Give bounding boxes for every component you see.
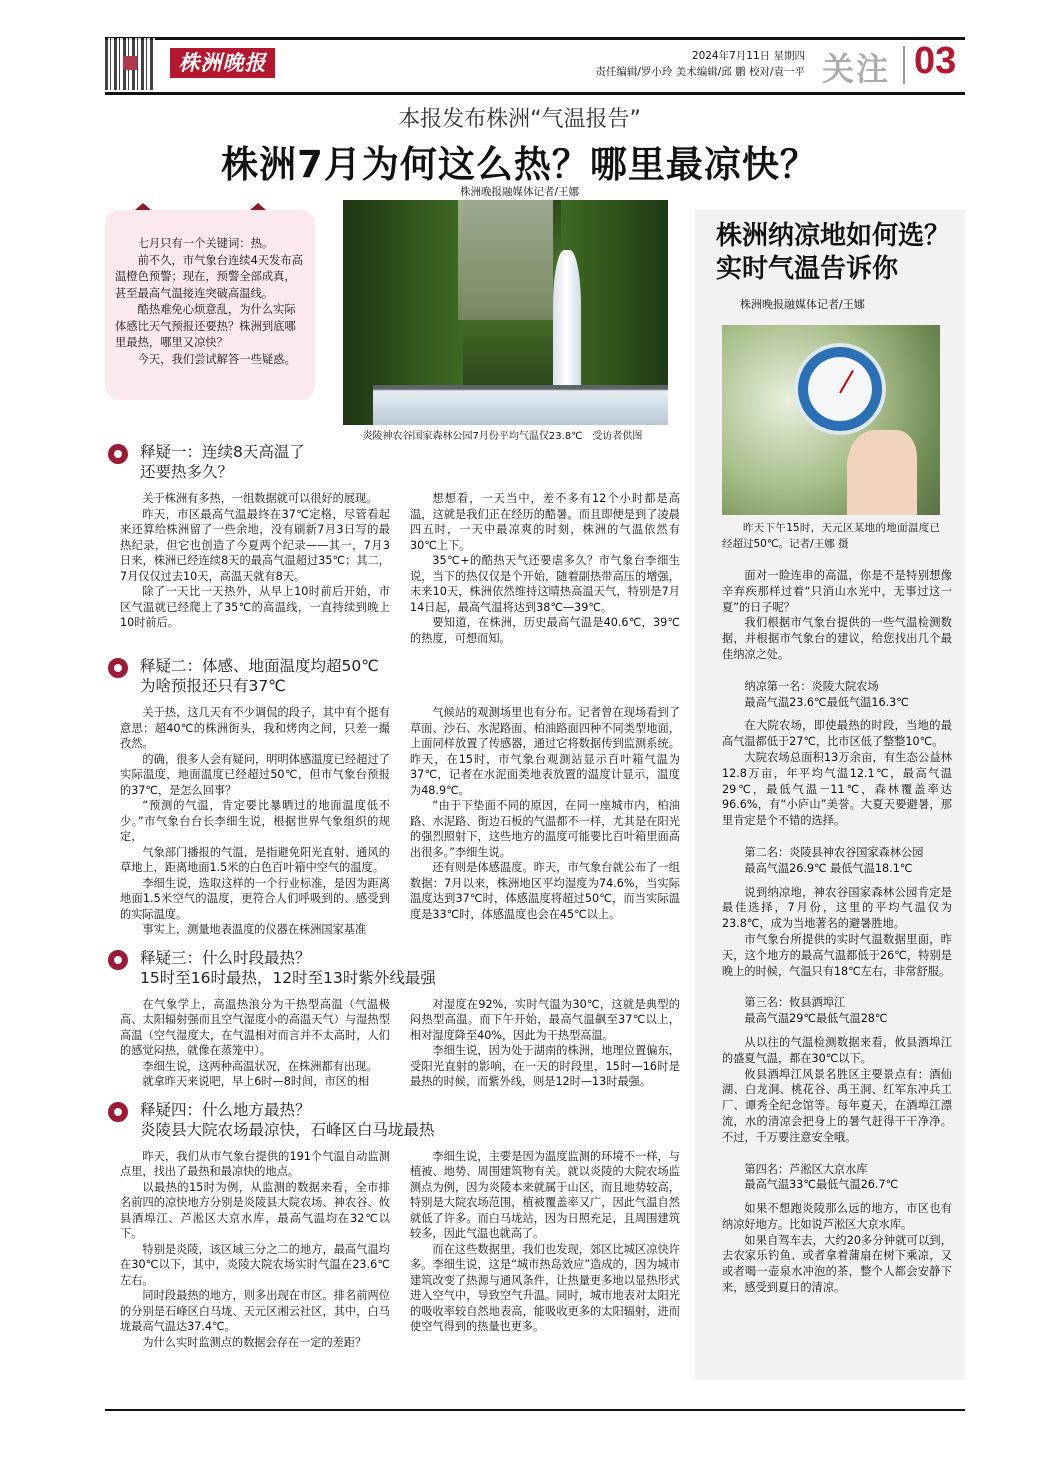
sidebar-photo-caption: 昨天下午15时，天元区某地的地面温度已经超过50℃。记者/王娜 摄 [722,522,940,550]
column [410,1149,680,1351]
paragraph: 除了一天比一天热外，从早上10时前后开始，市区气温就已经爬上了35℃的高温线，一直持续到晚上10时前后。 [120,585,390,629]
page-number: 03 [914,40,957,82]
spot-body [722,885,952,980]
paragraph: 同时段最热的地方，则多出现在市区。排名前两位的分别是石峰区白马垅、天元区湘云社区，其中，白马垅最高气温达37.4℃。 [120,1289,390,1333]
section-heading [108,948,680,988]
intro-tab-marker [250,203,266,210]
paragraph: 35℃+的酷热天气还要虐多久？市气象台李细生说，当下的热仅仅是个开始，随着副热带高压的增强，未来10天，株洲依然维持这晴热高温天气，特别是7月14日起，最高气温将达到38℃—39℃。 [410,554,680,614]
paragraph: 市气象台所提供的实时气温数据里面，昨天，这个地方的最高气温都低于26℃，特别是晚上的时候，气温只有18℃左右，非常舒服。 [722,932,952,978]
paragraph: 面对一睑连串的高温，你是不是特别想像辛弃疾那样过着“只消山水光中，无事过这一夏”的日子呢？ [722,569,952,614]
column [120,491,390,646]
thermometer-photo [722,325,940,515]
column [120,1149,390,1351]
column [120,997,390,1090]
paragraph: 如果自驾车去，大约20多分钟就可以到，去农家乐钓鱼、或者拿着蒲扇在树下乘凉，又或者喝一壶泉水冲泡的茶，整个人都会安静下来，感受到夏日的清凉。 [722,1233,952,1295]
ring-bullet-icon [108,950,128,970]
paragraph: 昨天，市区最高气温最终在37℃定格，尽管看起来还算给株洲留了一些余地，没有刷新7月3日写的最热纪录，但它也创造了今夏两个纪录——其一，7月3日来，株洲已经连续8天的最高气温超过35℃；其二，7月仅仅过去10天，高温天就有8天。 [120,507,390,583]
hygrometer-dial-icon [794,343,886,435]
spot-rank: 第四名：芦淞区大京水库 [744,1162,868,1176]
intro-tab-marker [135,203,151,210]
paragraph: 昨天，我们从市气象台提供的191个气温自动监测点里，找出了最热和最凉快的地点。 [120,1149,390,1178]
spot-rank: 第三名：攸县酒埠江 [744,996,846,1010]
paragraph: 要知道，在株洲，历史最高气温是40.6℃，39℃的热度，可想而知。 [410,616,680,645]
paragraph: 对湿度在92%，实时气温为30℃，这就是典型的闷热型高温。而下午开始，最高气温飙至37℃以上，相对湿度降至40%，因此为干热型高温。 [410,997,680,1042]
spot-body [722,1201,952,1296]
ring-bullet-icon [108,1102,128,1122]
ring-bullet-icon [108,444,128,464]
sidebar-lead [722,568,952,663]
heading-line: 15时至16时最热，12时至13时紫外线最强 [140,968,436,987]
paragraph: 气象部门播报的气温，是指避免阳光直射、通风的草地上，距离地面1.5米的白色百叶箱中空气的温度。 [120,845,390,874]
spot-temps: 最高气温26.9℃ 最低气温18.1℃ [744,861,913,875]
bottom-rule [105,1409,965,1411]
sidebar-byline: 株洲晚报融媒体记者/王娜 [740,298,865,311]
spot-1 [722,679,952,829]
paragraph: 以最热的15时为例，从监测的数据来看，全市排名前四的凉快地方分别是炎陵县大院农场、神农谷、攸县酒埠江、芦淞区大京水库，最高气温均在32℃以下。 [120,1180,390,1240]
newspaper-logo: 株洲晚报 [170,48,275,78]
spot-rank: 纳凉第一名：炎陵大院农场 [744,679,879,693]
waterfall-photo [343,200,668,425]
spot-temps: 最高气温29℃最低气温28℃ [744,1012,888,1026]
spot-body [722,1035,952,1146]
paragraph: 李细生说，这两种高温状况，在株洲都有出现。 [142,1059,378,1073]
section-2 [108,656,680,938]
heading-line: 释疑三：什么时段最热？ [140,948,311,967]
column [410,705,680,938]
sidebar-body [722,568,952,1296]
paragraph: 说到纳凉地，神农谷国家森林公园肯定是最佳选择，7月份，这里的平均气温仅为23.8℃，成为当地著名的避暑胜地。 [722,885,952,931]
photo-caption: 炎陵神农谷国家森林公园7月份平均气温仅23.8℃ 受访者供图 [362,431,643,442]
ring-bullet-icon [108,658,128,678]
spot-rank: 第二名：炎陵县神农谷国家森林公园 [744,845,924,859]
spot-body [722,718,952,829]
paragraph: 特别是炎陵，该区域三分之二的地方，最高气温均在30℃以下，其中，炎陵大院农场实时气温在23.6℃左右。 [120,1242,390,1287]
title-line: 实时气温告诉你 [716,254,899,284]
heading-line: 炎陵县大院农场最凉快，石峰区白马垅最热 [140,1120,435,1139]
section-1 [108,442,680,646]
heading-line: 还要热多久？ [140,463,234,481]
section-3 [108,948,680,1090]
paragraph: 李细生说，因为处于湖南的株洲，地理位置偏东，受阳光直射的影响，在一天的时段里，15时—16时是最热的时候，而紫外线，则是12时—13时最强。 [410,1044,680,1088]
title-line: 株洲纳凉地如何选？ [716,221,951,251]
byline: 株洲晚报融媒体记者/王娜 [459,186,580,198]
section-name: 关注 [822,50,891,88]
paragraph: 攸县酒埠江风景名胜区主要景点有：酒仙湖、白龙洞、桃花谷、禹王洞、红军东冲兵工厂、谭秀全纪念馆等。每年夏天，在酒埠江漂流，水的清凉会把身上的暑气赶得干干净净。不过，千万要注意安全哦。 [722,1067,952,1144]
spot-temps: 最高气温33℃最低气温26.7℃ [744,1178,899,1192]
paragraph: 从以往的气温检测数据来看，攸县酒埠江的盛夏气温，都在30℃以下。 [722,1035,952,1065]
column [410,997,680,1090]
paragraph: 在大院农场，即使最热的时段，当地的最高气温都低于27℃，比市区低了整整10℃。 [722,719,952,749]
paragraph: 前不久，市气象台连续4天发布高温橙色预警；现在，预警全部成真，甚至最高气温接连突破高温线。 [115,253,303,300]
spot-3 [722,995,952,1145]
kicker: 本报发布株洲“气温报告” [398,107,641,132]
section-heading [108,656,680,696]
column [410,491,680,646]
paragraph: 的确，很多人会有疑问，明明体感温度已经超过了实际温度，地面温度已经超过50℃，但市气象台预报的37℃，是怎么回事？ [120,752,390,797]
paragraph: 气候站的观测场里也有分布。记者曾在现场看到了草面、沙石、水泥路面、柏油路面四种不同类型地面，上面同样放置了传感器，通过它将数据传到监测系统。昨天，在15时，市气象台观测站显示百叶箱气温为37℃，记者在水泥面类地表放置的温度计显示，温度为48.9℃。 [410,706,680,797]
paragraph: 事实上，测量地表温度的仪器在株洲国家基准 [142,923,367,936]
section-heading [108,442,680,482]
hand [847,430,917,515]
paragraph: 李细生说，选取这样的一个行业标准，是因为距离地面1.5米空气的温度，更符合人们呼吸到的、感受到的实际温度。 [120,876,390,921]
section-heading [108,1100,680,1140]
column [120,705,390,938]
sidebar-title [716,220,956,286]
editor-credits: 责任编辑/罗小玲 美术编辑/邱 鹏 校对/袁一平 [595,66,805,78]
paragraph: “预测的气温，肯定要比暴晒过的地面温度低不少。”市气象台台长李细生说，根据世界气象组织的规定， [120,799,390,843]
paragraph: 还有则是体感温度。昨天，市气象台就公布了一组数据：7月以来，株洲地区平均湿度为74.6%，当实际温度达到37℃时，体感温度将超过50℃，而当实际温度是33℃时，体感温度也会在45℃以上。 [410,861,680,921]
intro-box [105,210,315,400]
divider [903,46,905,84]
heading-line: 为啥预报还只有37℃ [140,677,286,695]
heading-line: 释疑四：什么地方最热？ [140,1100,311,1119]
paragraph: 为什么实时监测点的数据会存在一定的差距？ [142,1335,367,1349]
paragraph: 而在这些数据里，我们也发现，郊区比城区凉快许多。李细生说，这是“城市热岛效应”造成的，因为城市建筑改变了热源与通风条件，让热量更多地以显热形式进入空气中，导致空气升温。同时，城市地表对太阳光的吸收率较自然地表高，能吸收更多的太阳辐射，进而使空气得到的热量也更多。 [410,1242,680,1333]
paragraph: 我们根据市气象台提供的一些气温检测数据，并根据市气象台的建议，给您找出几个最佳纳凉之处。 [722,616,952,661]
masthead-info [380,48,805,80]
paragraph: 在气象学上，高温热浪分为干热型高温（气温极高、太阳辐射强而且空气湿度小的高温天气）与湿热型高温（空气湿度大，在气温相对而言并不太高时，人们的感觉闷热，就像在蒸笼中）。 [120,997,390,1057]
headline: 株洲7月为何这么热？哪里最凉快？ [221,143,818,186]
issue-date: 2024年7月11日 星期四 [691,50,805,62]
paragraph: 如果不想跑炎陵那么远的地方，市区也有纳凉好地方。比如说芦淞区大京水库。 [722,1202,952,1231]
heading-line: 释疑二：体感、地面温度均超50℃ [140,657,379,675]
section-4 [108,1100,680,1351]
paragraph: “由于下垫面不同的原因，在同一座城市内，柏油路、水泥路、街边石板的气温都不一样，尤其是在阳光的强烈照射下，这些地方的温度可能要比百叶箱里面高出很多。”李细生说。 [410,799,680,859]
heading-line: 释疑一：连续8天高温了 [140,443,305,461]
paragraph: 七月只有一个关键词：热。 [137,237,274,250]
spot-temps: 最高气温23.6℃最低气温16.3℃ [744,695,909,709]
paragraph: 大院农场总面积13万余亩，有生态公益林12.8万亩，年平均气温12.1℃，最高气温29℃，最低气温－11℃，森林覆盖率达96.6%，有“小庐山”美誉。大夏天要避暑，那里肯定是个不错的选择。 [722,750,952,828]
qr-code [105,38,155,90]
paragraph: 酷热难免心烦意乱，为什么实际体感比天气预报还要热？株洲到底哪里最热，哪里又凉快？ [115,303,296,349]
paragraph: 想想看，一天当中，差不多有12个小时都是高温，这就是我们正在经历的酷暑。而且即便是到了凌晨四五时，一天中最凉爽的时刻，株洲的气温依然有30℃上下。 [410,492,680,552]
paragraph: 就拿昨天来说吧，早上6时—8时间，市区的相 [142,1075,370,1088]
top-rule [105,37,965,40]
paragraph: 关于株洲有多热，一组数据就可以很好的展现。 [142,492,378,505]
spot-2 [722,845,952,979]
masthead-rule [105,92,965,95]
paragraph: 今天，我们尝试解答一些疑惑。 [137,352,296,366]
paragraph: 关于热，这几天有不少调侃的段子，其中有个挺有意思：超40℃的株洲街头，我和烤肉之间，只差一撮孜然。 [120,706,390,750]
paragraph: 李细生说，主要是因为温度监测的环境不一样，与植被、地势、周围建筑物有关。就以炎陵的大院农场监测点为例，因为炎陵本来就属于山区，而且地势较高，特别是大院农场范围，植被覆盖率又广，因此气温自然就低了许多。而白马垅站，因为日照充足，且周围建筑较多，因此气温也就高了。 [410,1149,680,1240]
spot-4 [722,1162,952,1296]
article-body [108,442,680,1360]
